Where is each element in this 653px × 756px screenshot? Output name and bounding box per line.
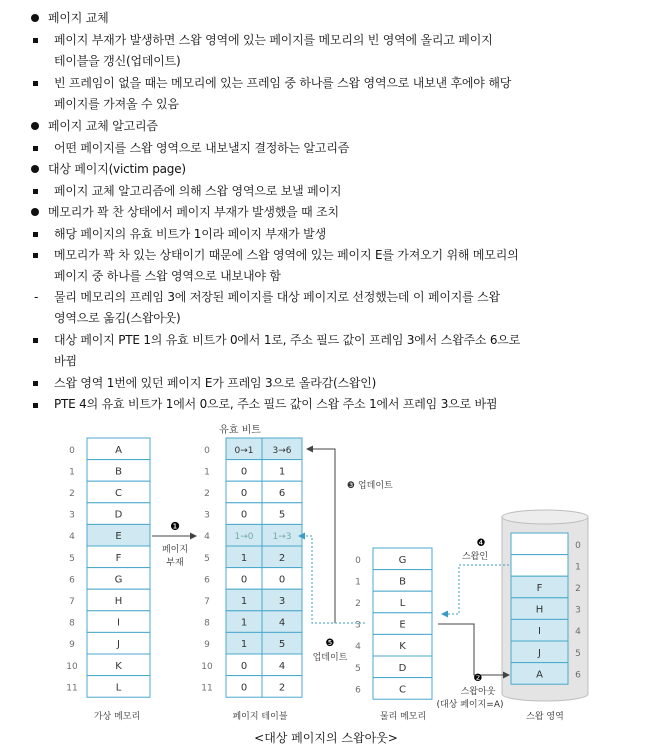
- pte-address-value: 5: [278, 509, 286, 521]
- pte-valid-bit-value: 0→1: [234, 445, 254, 456]
- pte-valid-bit-value: 1: [240, 639, 248, 651]
- swap-slot-cell: [511, 533, 568, 555]
- virtual-page-index: 3: [69, 510, 75, 521]
- bullet-dash: -: [34, 290, 39, 304]
- virtual-page-index: 5: [69, 553, 75, 564]
- pte-valid-bit-value: 1→0: [234, 532, 254, 543]
- text-line: 대상 페이지 PTE 1의 유효 비트가 0에서 1로, 주소 필드 값이 프레임 3에서 스왑주소 6으로: [54, 333, 521, 347]
- pte-index: 10: [201, 661, 213, 672]
- frame-value: K: [399, 641, 406, 653]
- physical-memory-label: 물리 메모리: [379, 712, 427, 722]
- pte-index: 7: [204, 597, 210, 607]
- step-4-number: ❹: [476, 538, 486, 549]
- virtual-page-index: 6: [69, 575, 75, 586]
- frame-index: 5: [355, 663, 361, 674]
- heading-replacement-algorithm: 페이지 교체 알고리즘: [48, 119, 158, 133]
- virtual-page-index: 2: [69, 489, 75, 499]
- pte-address-value: 1→3: [272, 532, 292, 543]
- swap-slot-value: I: [538, 626, 541, 638]
- frame-index: 6: [355, 685, 361, 696]
- step-1-label-b: 부재: [166, 558, 184, 568]
- pte-address-value: 2: [278, 682, 286, 694]
- frame-value: E: [399, 619, 406, 631]
- pte-address-value: 5: [278, 639, 286, 651]
- swap-slot-index: 3: [575, 605, 581, 616]
- virtual-page-index: 10: [66, 661, 78, 672]
- physical-memory-table: [355, 548, 432, 699]
- virtual-page-value: B: [115, 466, 122, 478]
- pte-index: 6: [204, 575, 210, 586]
- pte-index: 11: [201, 683, 213, 694]
- text-line: 빈 프레임이 없을 때는 메모리에 있는 프레임 중 하나를 스왑 영역으로 내보낸 후에야 해당: [54, 76, 512, 90]
- frame-index: 0: [355, 555, 361, 566]
- frame-index: 1: [355, 577, 361, 588]
- text-line: 페이지 중 하나를 스왑 영역으로 내보내야 함: [54, 269, 281, 283]
- pte-valid-bit-value: 1: [240, 552, 248, 564]
- swap-slot-cell: [511, 555, 568, 577]
- step-2-label-b: (대상 페이지=A): [436, 700, 504, 710]
- text-line: 물리 메모리의 프레임 3에 저장된 페이지를 대상 페이지로 선정했는데 이 페이지를 스왑: [54, 290, 500, 304]
- text-line: 어떤 페이지를 스왑 영역으로 내보낼지 결정하는 알고리즘: [54, 141, 350, 155]
- pte-valid-bit-value: 1: [240, 617, 248, 629]
- frame-index: 3: [355, 620, 361, 631]
- swap-area-label: 스왑 영역: [526, 712, 564, 722]
- virtual-page-value: A: [115, 444, 122, 456]
- pte-index: 0: [204, 445, 210, 456]
- step-4-label: 스왑인: [461, 552, 489, 562]
- frame-index: 2: [355, 599, 361, 609]
- swap-slot-index: 0: [575, 540, 581, 551]
- virtual-page-value: H: [114, 596, 123, 607]
- virtual-page-index: 4: [69, 532, 75, 543]
- step-3-label: ❸ 업데이트: [347, 481, 393, 491]
- virtual-page-index: 1: [69, 467, 75, 478]
- step-4-swap-in: [442, 538, 509, 614]
- frame-index: 4: [355, 642, 361, 653]
- pte-valid-bit-value: 0: [240, 574, 248, 586]
- figure-caption: <대상 페이지의 스왑아웃>: [254, 731, 398, 745]
- pte-index: 4: [204, 532, 210, 543]
- frame-value: C: [399, 684, 406, 696]
- pte-address-value: 4: [278, 617, 286, 629]
- step-1-number: ❶: [170, 520, 180, 533]
- swap-slot-value: A: [536, 669, 543, 681]
- pte-index: 2: [204, 489, 210, 499]
- virtual-memory-label: 가상 메모리: [93, 712, 141, 722]
- virtual-page-index: 0: [69, 445, 75, 456]
- step-1-page-fault: [152, 520, 196, 568]
- swap-slot-index: 6: [575, 670, 581, 681]
- virtual-page-value: F: [115, 552, 122, 564]
- virtual-page-value: C: [115, 488, 122, 499]
- pte-index: 5: [204, 553, 210, 564]
- swap-out-arrow: [438, 624, 509, 675]
- pte-address-value: 3→6: [272, 445, 292, 456]
- pte-valid-bit-value: 0: [240, 660, 248, 672]
- pte-valid-bit-value: 0: [240, 466, 248, 478]
- heading-page-replacement: 페이지 교체: [48, 11, 109, 25]
- virtual-page-value: L: [115, 682, 122, 694]
- pte-valid-bit-value: 0: [240, 682, 248, 694]
- virtual-page-value: J: [117, 639, 120, 651]
- step-2-number: ❷: [473, 673, 483, 684]
- heading-victim-page: 대상 페이지(victim page): [48, 162, 186, 176]
- heading-full-memory-action: 메모리가 꽉 찬 상태에서 페이지 부재가 발생했을 때 조치: [48, 205, 339, 219]
- text-line: 영역으로 옮김(스왑아웃): [54, 311, 181, 325]
- swap-slot-index: 2: [575, 584, 581, 594]
- text-line: 테이블을 갱신(업데이트): [54, 54, 181, 68]
- virtual-page-value: K: [115, 660, 122, 672]
- text-line: 해당 페이지의 유효 비트가 1이라 페이지 부재가 발생: [54, 227, 326, 241]
- text-line: 페이지 부재가 발생하면 스왑 영역에 있는 페이지를 메모리의 빈 영역에 올리고 페이지: [54, 33, 493, 47]
- virtual-page-index: 11: [66, 683, 78, 694]
- text-line: 바뀜: [54, 354, 77, 368]
- pte-index: 8: [204, 618, 210, 629]
- pte-address-value: 4: [278, 660, 286, 672]
- page-table-label: 페이지 테이블: [232, 712, 288, 722]
- virtual-page-index: 8: [69, 618, 75, 629]
- virtual-page-index: 9: [69, 640, 75, 651]
- swap-in-arrow: [442, 565, 509, 614]
- virtual-page-index: 7: [69, 597, 75, 607]
- frame-value: D: [398, 662, 407, 674]
- step-1-label-a: 페이지: [161, 545, 189, 555]
- pte-index: 3: [204, 510, 210, 521]
- pte-address-value: 3: [278, 596, 286, 607]
- virtual-page-value: E: [115, 531, 122, 543]
- virtual-page-value: G: [114, 574, 123, 586]
- pte-address-value: 1: [278, 466, 286, 478]
- pte-index: 1: [204, 467, 210, 478]
- pte-valid-bit-value: 0: [240, 488, 248, 499]
- text-line: PTE 4의 유효 비트가 1에서 0으로, 주소 필드 값이 스왑 주소 1에서 프레임 3으로 바뀜: [54, 397, 498, 411]
- swap-slot-index: 5: [575, 648, 581, 659]
- frame-value: L: [399, 598, 406, 609]
- pte-valid-bit-value: 0: [240, 509, 248, 521]
- virtual-page-value: D: [114, 509, 123, 521]
- pte-address-value: 2: [278, 552, 286, 564]
- swap-slot-index: 4: [575, 627, 581, 638]
- pte-address-value: 0: [278, 574, 286, 586]
- valid-bit-label: 유효 비트: [219, 425, 261, 436]
- text-line: 스왑 영역 1번에 있던 페이지 E가 프레임 3으로 올라감(스왑인): [54, 376, 377, 390]
- step-5-label: 업데이트: [312, 653, 348, 663]
- step-5-number: ❺: [325, 638, 335, 649]
- swap-slot-value: J: [538, 647, 541, 659]
- page-table: [201, 438, 302, 697]
- virtual-memory-table: [66, 438, 150, 697]
- frame-value: B: [399, 576, 406, 588]
- pte-index: 9: [204, 640, 210, 651]
- pte-valid-bit-value: 1: [240, 596, 248, 607]
- swap-slot-value: H: [535, 604, 544, 616]
- step-2-swap-out: [436, 624, 509, 710]
- pte-address-value: 6: [278, 488, 286, 499]
- swap-slot-index: 1: [575, 562, 581, 573]
- frame-value: G: [398, 554, 407, 566]
- swap-slot-value: F: [536, 583, 543, 594]
- step-2-label-a: 스왑아웃: [460, 687, 496, 697]
- virtual-page-value: I: [117, 617, 120, 629]
- text-line: 페이지를 가져올 수 있음: [54, 97, 179, 111]
- text-line: 메모리가 꽉 차 있는 상태이기 때문에 스왑 영역에 있는 페이지 E를 가져오기 위해 메모리의: [54, 248, 519, 262]
- text-line: 페이지 교체 알고리즘에 의해 스왑 영역으로 보낼 페이지: [54, 184, 342, 198]
